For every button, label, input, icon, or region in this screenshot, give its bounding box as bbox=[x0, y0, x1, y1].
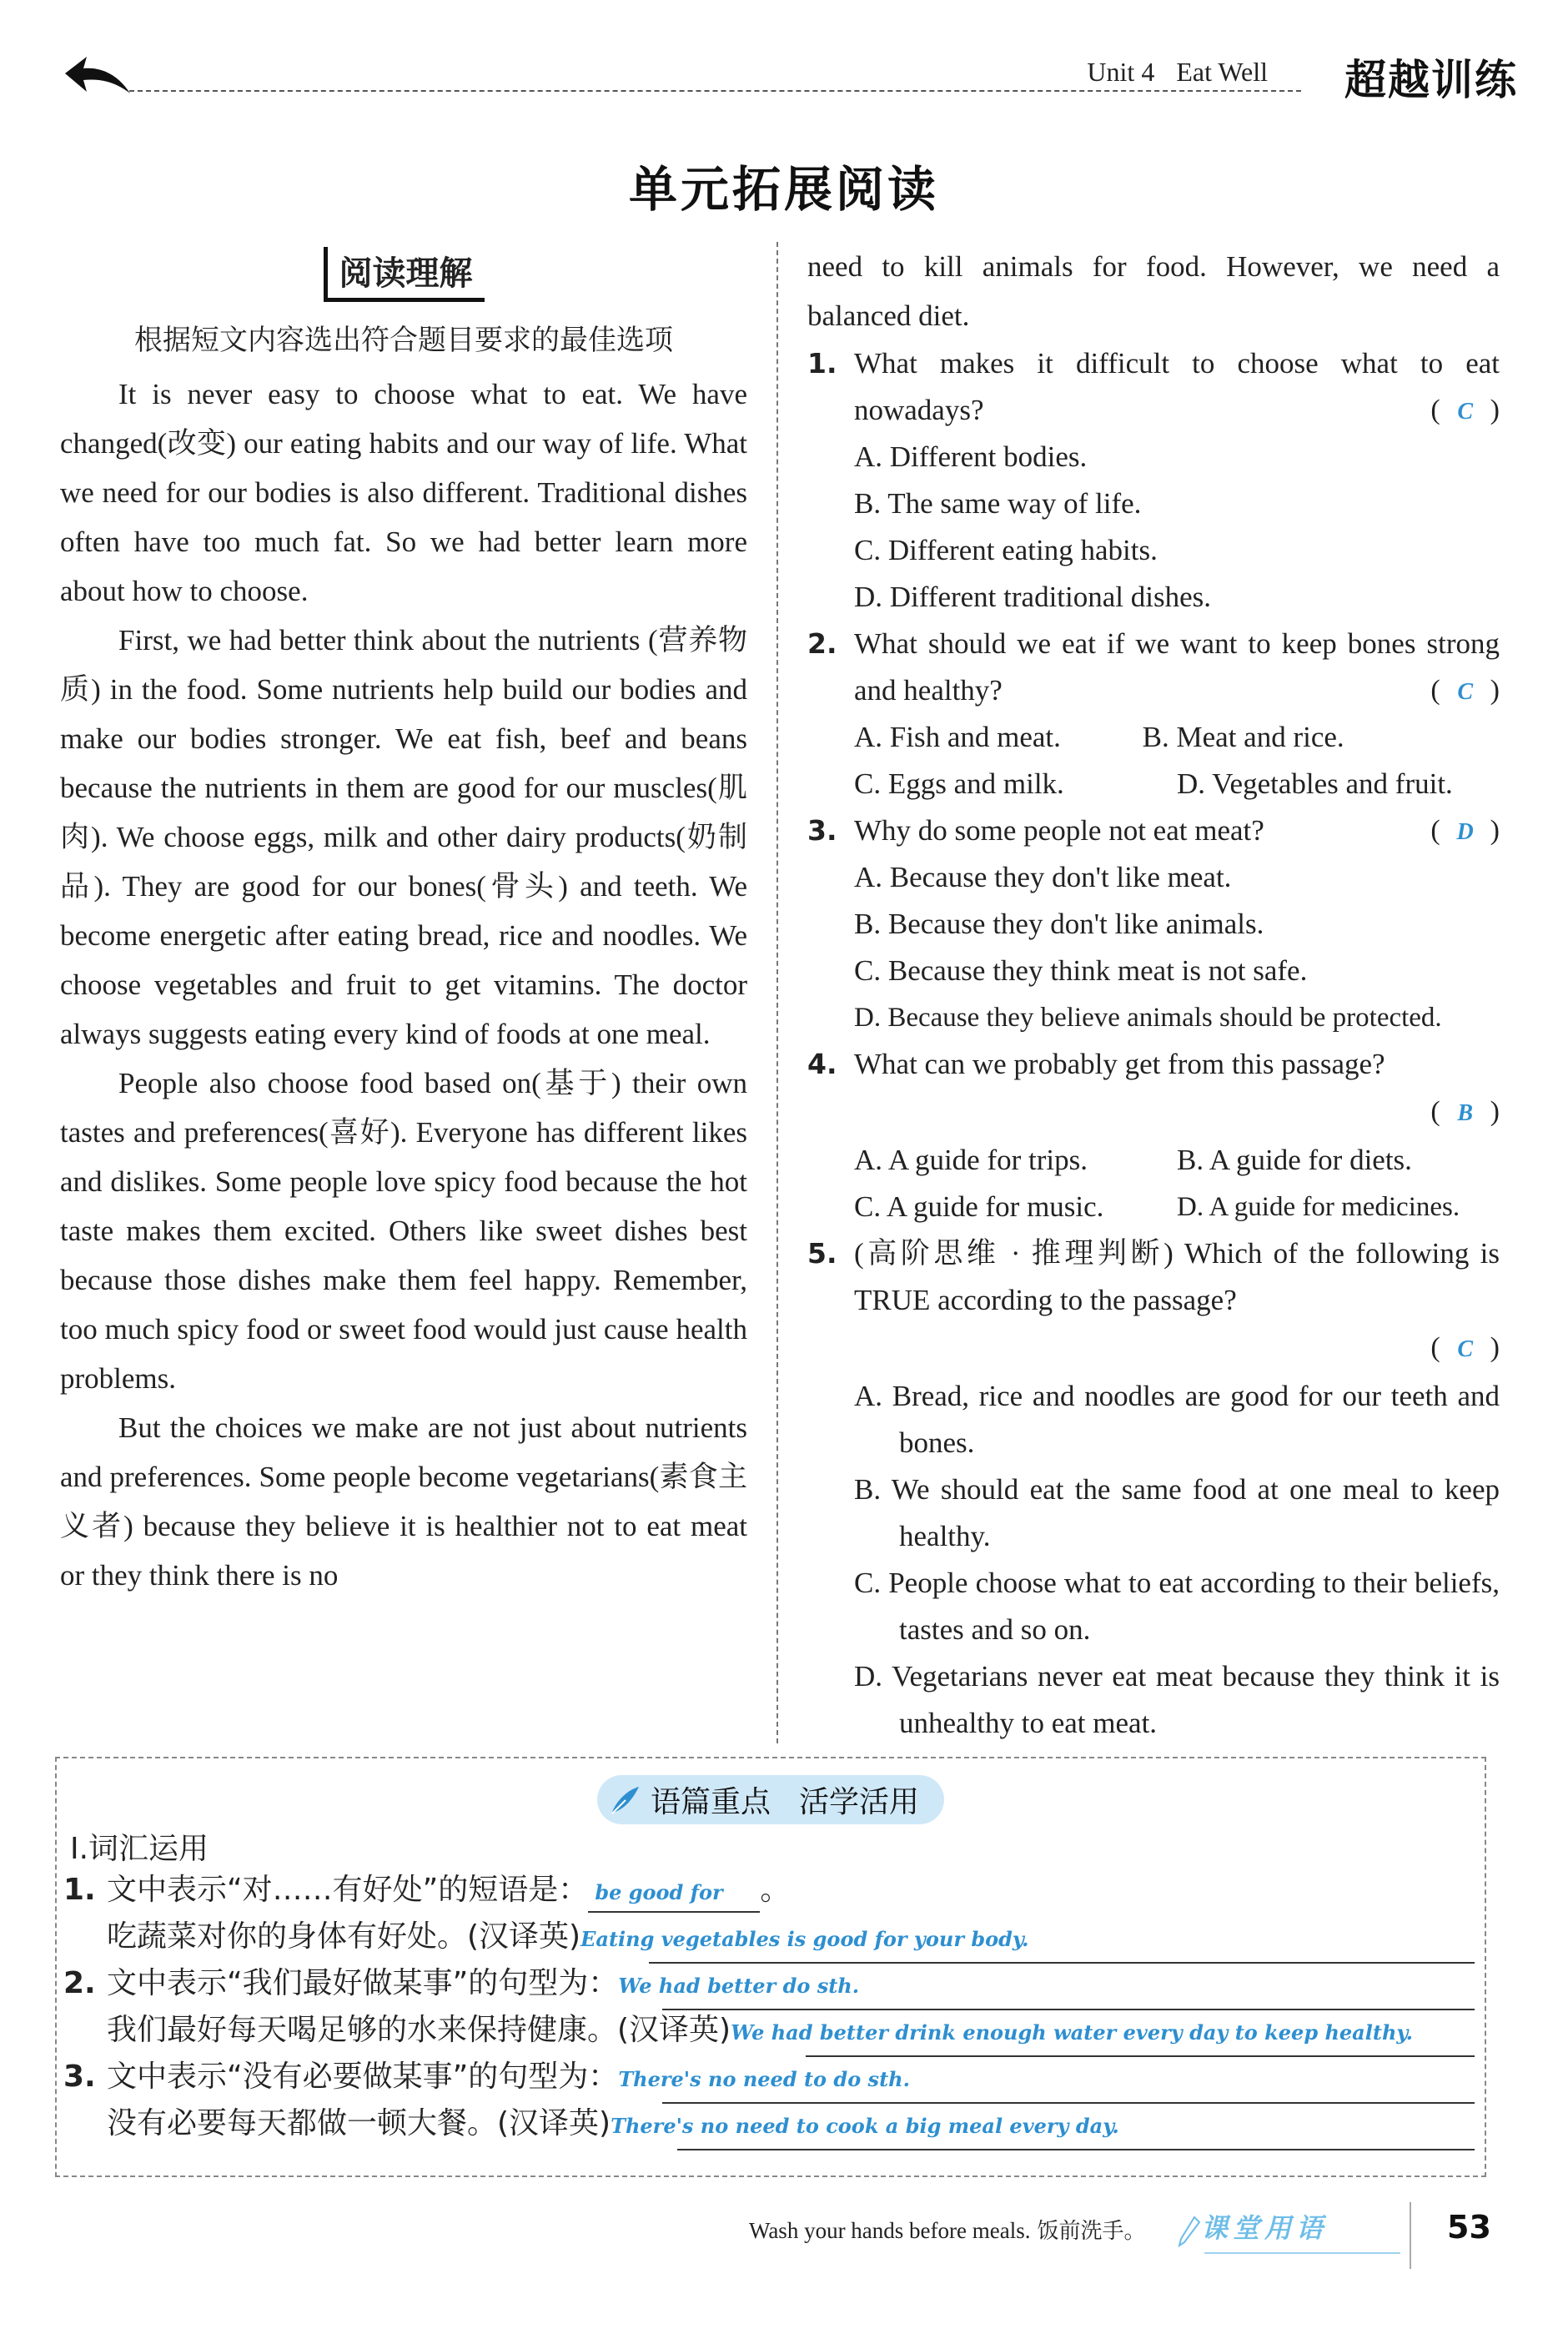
vocab-section-title: Ⅰ.词汇运用 bbox=[70, 1832, 209, 1866]
option: A. Because they don't like meat. bbox=[854, 861, 1232, 893]
questions-column bbox=[807, 242, 1500, 1747]
section-banner: 语篇重点 活学活用 bbox=[57, 1775, 1485, 1824]
vocab-translate: 吃蔬菜对你的身体有好处。(汉译英)Eating vegetables is good for your body. bbox=[107, 1919, 1029, 1954]
section-label: 阅读理解 bbox=[60, 247, 747, 302]
handwritten-answer: There's no need to cook a big meal every day. bbox=[611, 2114, 1119, 2138]
vocab-translate: 我们最好每天喝足够的水来保持健康。(汉译英)We had better drink enough water every day to keep healthy. bbox=[107, 2013, 1413, 2047]
page-title: 单元拓展阅读 bbox=[628, 161, 939, 218]
question: 4. What can we probably get from this passage? ( B ) bbox=[807, 1048, 1500, 1127]
handwritten-answer: We had better do sth. bbox=[618, 1974, 860, 1998]
handwritten-answer: be good for bbox=[595, 1880, 723, 1904]
back-arrow-icon bbox=[58, 50, 133, 100]
question: 3. Why do some people not eat meat? ( D ) bbox=[807, 807, 1500, 854]
option: D. Vegetarians never eat meat because they think it is unhealthy to eat meat. bbox=[854, 1660, 1500, 1739]
page-number: 53 bbox=[1447, 2209, 1491, 2246]
page-footer bbox=[0, 2202, 1568, 2286]
instruction: 根据短文内容选出符合题目要求的最佳选项 bbox=[134, 324, 673, 357]
option-row: A. A guide for trips. B. A guide for diets. bbox=[854, 1144, 1412, 1176]
option: B. We should eat the same food at one meal to keep healthy. bbox=[854, 1473, 1500, 1552]
answer-slot: ( C ) bbox=[1430, 1332, 1500, 1363]
option: C. People choose what to eat according to their beliefs, tastes and so on. bbox=[854, 1567, 1500, 1646]
question: 1. What makes it difficult to choose what to eat nowadays? ( C ) bbox=[807, 340, 1500, 434]
option: B. The same way of life. bbox=[854, 487, 1142, 520]
unit-label: Unit 4 Eat Well bbox=[1087, 57, 1268, 87]
question: 5. (高阶思维 · 推理判断) Which of the following is TRUE according to the passage? ( C ) bbox=[807, 1237, 1500, 1363]
option: A. Different bodies. bbox=[854, 440, 1088, 473]
handwritten-answer: Eating vegetables is good for your body. bbox=[580, 1927, 1029, 1951]
answer-slot: ( B ) bbox=[1430, 1096, 1500, 1127]
handwritten-answer: We had better drink enough water every day to keep healthy. bbox=[731, 2020, 1413, 2045]
paragraph-continuation: need to kill animals for food. However, we need a balanced diet. bbox=[807, 250, 1500, 332]
pen-icon bbox=[1176, 2216, 1201, 2249]
footer-tag: 课堂用语 bbox=[1201, 2212, 1329, 2244]
option: A. Bread, rice and noodles are good for our teeth and bones. bbox=[854, 1380, 1500, 1459]
answer-slot: ( C ) bbox=[1430, 395, 1500, 425]
option: C. Different eating habits. bbox=[854, 534, 1158, 566]
header-rule bbox=[129, 90, 1301, 92]
option: C. Because they think meat is not safe. bbox=[854, 954, 1308, 987]
option: B. Because they don't like animals. bbox=[854, 908, 1264, 940]
vocab-item: 2. 文中表示“我们最好做某事”的句型为：We had better do sth. bbox=[63, 1966, 860, 2000]
answer-slot: ( D ) bbox=[1430, 815, 1500, 846]
paragraph: People also choose food based on(基于) their own tastes and preferences(喜好). Everyone has different likes and dislikes. Some people love spicy food because the hot taste makes them excited. Others like sweet dishes best because those dishes make them feel happy. Remember, too much spicy food or sweet food would just cause health problems. bbox=[60, 1067, 747, 1395]
paragraph: It is never easy to choose what to eat. We have changed(改变) our eating habits and our way of life. What we need for our bodies is also different. Traditional dishes often have too much fat. So we had better learn more about how to choose. bbox=[60, 378, 747, 607]
answer-line bbox=[649, 1927, 1475, 1964]
answer-line bbox=[677, 2114, 1475, 2150]
footer-tag-rule bbox=[1204, 2252, 1400, 2254]
brand-title: 超越训练 bbox=[1344, 56, 1518, 104]
paragraph: First, we had better think about the nutrients (营养物质) in the food. Some nutrients help build our bodies and make our bodies stronger. We eat fish, beef and beans because the nutrients in them are good for our muscles(肌肉). We choose eggs, milk and other dairy products(奶制品). They are good for our bones(骨头) and teeth. We become energetic after eating bread, rice and noodles. We choose vegetables and fruit to get vitamins. The doctor always suggests eating every kind of foods at one meal. bbox=[60, 624, 747, 1050]
option: D. Because they believe animals should be protected. bbox=[854, 1003, 1442, 1033]
vocab-item: 1. 文中表示“对……有好处”的短语是： be good for 。 bbox=[63, 1867, 1473, 1914]
option-row: A. Fish and meat. B. Meat and rice. bbox=[854, 721, 1344, 753]
answer-slot: ( C ) bbox=[1430, 675, 1500, 706]
page-header bbox=[50, 42, 1518, 108]
vocab-item: 3. 文中表示“没有必要做某事”的句型为：There's no need to do sth. bbox=[63, 2060, 910, 2094]
answer-line bbox=[806, 2020, 1475, 2057]
answer-line bbox=[662, 1974, 1475, 2010]
vocab-translate: 没有必要每天都做一顿大餐。(汉译英)There's no need to cook a big meal every day. bbox=[107, 2106, 1119, 2140]
footer-tip: Wash your hands before meals. 饭前洗手。 bbox=[749, 2218, 1146, 2244]
question: 2. What should we eat if we want to keep bones strong and healthy? ( C ) bbox=[807, 621, 1500, 714]
paragraph: But the choices we make are not just about nutrients and preferences. Some people become vegetarians(素食主义者) because they believe it is healthier not to eat meat or they think there is no bbox=[60, 1411, 747, 1592]
answer-line bbox=[662, 2067, 1475, 2104]
vocab-box bbox=[55, 1757, 1486, 2177]
footer-divider bbox=[1410, 2202, 1411, 2269]
handwritten-answer: There's no need to do sth. bbox=[618, 2067, 910, 2091]
option: D. Different traditional dishes. bbox=[854, 581, 1211, 613]
column-divider bbox=[776, 242, 778, 1743]
reading-passage bbox=[60, 242, 747, 1600]
option-row: C. Eggs and milk. D. Vegetables and fruit. bbox=[854, 767, 1453, 800]
option-row: C. A guide for music. D. A guide for medicines. bbox=[854, 1190, 1460, 1223]
leaf-pen-icon bbox=[609, 1783, 642, 1817]
